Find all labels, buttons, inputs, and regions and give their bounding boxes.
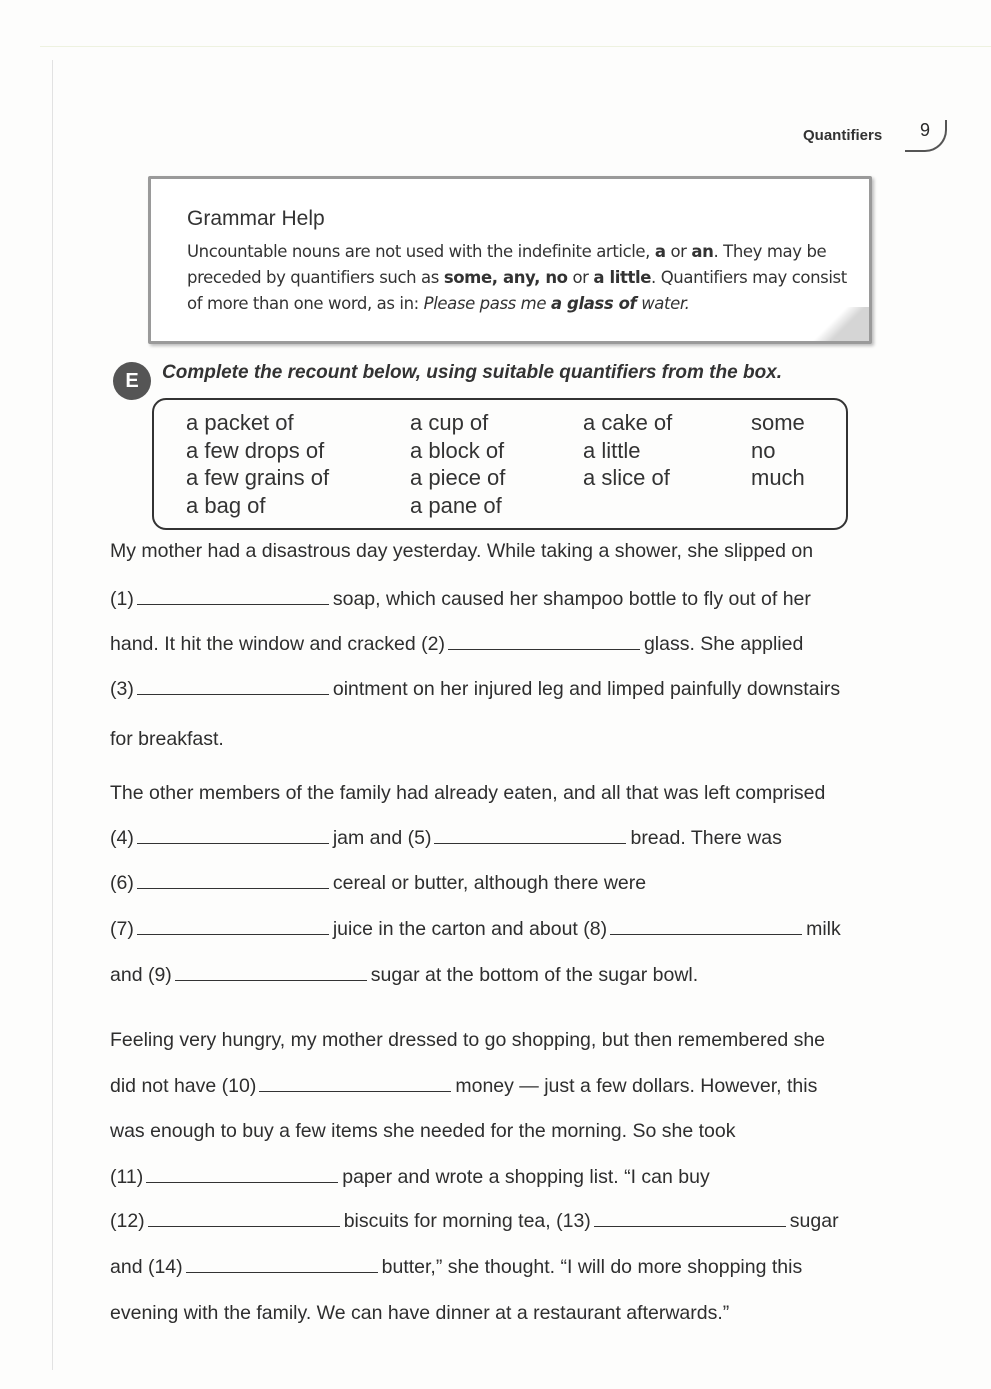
passage-text: soap, which caused her shampoo bottle to fly out of her: [332, 588, 811, 610]
passage-text: was enough to buy a few items she needed for the morning. So she took: [110, 1120, 736, 1142]
passage-text: juice in the carton and about (8): [332, 918, 608, 940]
passage-text: The other members of the family had already eaten, and all that was left comprised: [110, 782, 826, 804]
answer-blank[interactable]: [148, 1212, 340, 1227]
quantifier-option: much: [751, 465, 805, 490]
passage-line: [110, 872, 646, 895]
exercise-letter-badge: E: [113, 362, 151, 400]
passage-line: [110, 1210, 839, 1233]
passage-line: [110, 1029, 825, 1052]
page-number: 9: [905, 120, 947, 152]
quantifier-option: a slice of: [583, 465, 670, 490]
passage-text: cereal or butter, although there were: [332, 872, 647, 894]
answer-blank[interactable]: [259, 1077, 451, 1092]
passage-text: (3): [110, 678, 134, 700]
quantifier-option: a piece of: [410, 465, 506, 490]
quantifier-option: a cup of: [410, 410, 489, 435]
bold-text: a: [654, 242, 666, 261]
passage-line: [110, 540, 813, 563]
passage-text: for breakfast.: [110, 728, 224, 750]
passage-text: (6): [110, 872, 134, 894]
passage-text: ointment on her injured leg and limped painfully downstairs: [332, 678, 841, 700]
quantifier-option: some: [751, 410, 805, 435]
passage-text: Feeling very hungry, my mother dressed to go shopping, but then remembered she: [110, 1029, 826, 1051]
passage-line: [110, 633, 803, 656]
answer-blank[interactable]: [175, 966, 367, 981]
answer-blank[interactable]: [610, 920, 802, 935]
passage-line: [110, 678, 840, 701]
quantifier-option: a little: [583, 438, 641, 463]
answer-blank[interactable]: [594, 1212, 786, 1227]
answer-blank[interactable]: [137, 920, 329, 935]
passage-text: (7): [110, 918, 134, 940]
chapter-title: Quantifiers: [803, 127, 883, 144]
passage-line: [110, 1302, 729, 1325]
quantifier-word-box: [152, 398, 848, 530]
quantifier-option: a packet of: [186, 410, 294, 435]
quantifier-option: a few drops of: [186, 438, 325, 463]
quantifier-option: a pane of: [410, 493, 502, 518]
answer-blank[interactable]: [186, 1258, 378, 1273]
passage-line: [110, 782, 825, 805]
grammar-help-title: Grammar Help: [187, 207, 325, 230]
passage-text: paper and wrote a shopping list. “I can buy: [342, 1166, 710, 1188]
passage-line: [110, 1256, 802, 1279]
answer-blank[interactable]: [137, 590, 329, 605]
passage-text: (12): [110, 1210, 145, 1232]
passage-text: (4): [110, 827, 134, 849]
passage-text: and (9): [110, 964, 172, 986]
passage-text: butter,” she thought. “I will do more shopping this: [381, 1256, 803, 1278]
passage-text: sugar at the bottom of the sugar bowl.: [370, 964, 699, 986]
left-margin-line: [52, 60, 53, 1370]
quantifier-option: a few grains of: [186, 465, 330, 490]
bold-italic-text: a glass of: [550, 294, 637, 313]
passage-text: milk: [806, 918, 841, 940]
passage-text: jam and (5): [332, 827, 432, 849]
passage-line: [110, 1166, 710, 1189]
exercise-instruction: Complete the recount below, using suitable quantifiers from the box.: [162, 362, 783, 383]
text: or: [665, 242, 692, 261]
passage-text: My mother had a disastrous day yesterday. While taking a shower, she slipped on: [110, 540, 814, 562]
quantifier-option: a cake of: [583, 410, 673, 435]
passage-text: evening with the family. We can have dinner at a restaurant afterwards.”: [110, 1302, 730, 1324]
passage-text: glass. She applied: [643, 633, 804, 655]
passage-text: money — just a few dollars. However, this: [455, 1075, 818, 1097]
passage-line: [110, 588, 811, 611]
passage-text: hand. It hit the window and cracked (2): [110, 633, 445, 655]
passage-line: [110, 728, 224, 751]
passage-text: (11): [110, 1166, 144, 1188]
answer-blank[interactable]: [146, 1168, 338, 1183]
top-rule: [40, 46, 991, 47]
passage-line: [110, 964, 698, 987]
grammar-help-box: [148, 176, 872, 344]
passage-text: and (14): [110, 1256, 183, 1278]
passage-text: (1): [110, 588, 134, 610]
italic-text: water.: [636, 294, 690, 313]
passage-line: [110, 1120, 735, 1143]
answer-blank[interactable]: [137, 829, 329, 844]
passage-text: did not have (10): [110, 1075, 257, 1097]
italic-text: Please pass me: [423, 294, 551, 313]
passage-line: [110, 918, 841, 941]
grammar-help-body: [187, 239, 847, 317]
answer-blank[interactable]: [137, 874, 329, 889]
bold-text: a little: [593, 268, 652, 287]
passage-line: [110, 827, 782, 850]
bold-text: an: [691, 242, 714, 261]
answer-blank[interactable]: [448, 635, 640, 650]
text: . They may be preceded by quantifiers such as: [187, 242, 827, 287]
bold-text: some, any, no: [443, 268, 568, 287]
quantifier-option: no: [751, 438, 776, 463]
quantifier-option: a bag of: [186, 493, 266, 518]
passage-text: bread. There was: [630, 827, 782, 849]
quantifier-option: a block of: [410, 438, 505, 463]
passage-line: [110, 1075, 817, 1098]
answer-blank[interactable]: [137, 680, 329, 695]
passage-text: sugar: [789, 1210, 839, 1232]
text: or: [567, 268, 594, 287]
answer-blank[interactable]: [434, 829, 626, 844]
text: Uncountable nouns are not used with the indefinite article,: [187, 242, 655, 261]
passage-text: biscuits for morning tea, (13): [343, 1210, 591, 1232]
text: . Quantifiers may consist of more than one word, as in:: [187, 268, 847, 313]
